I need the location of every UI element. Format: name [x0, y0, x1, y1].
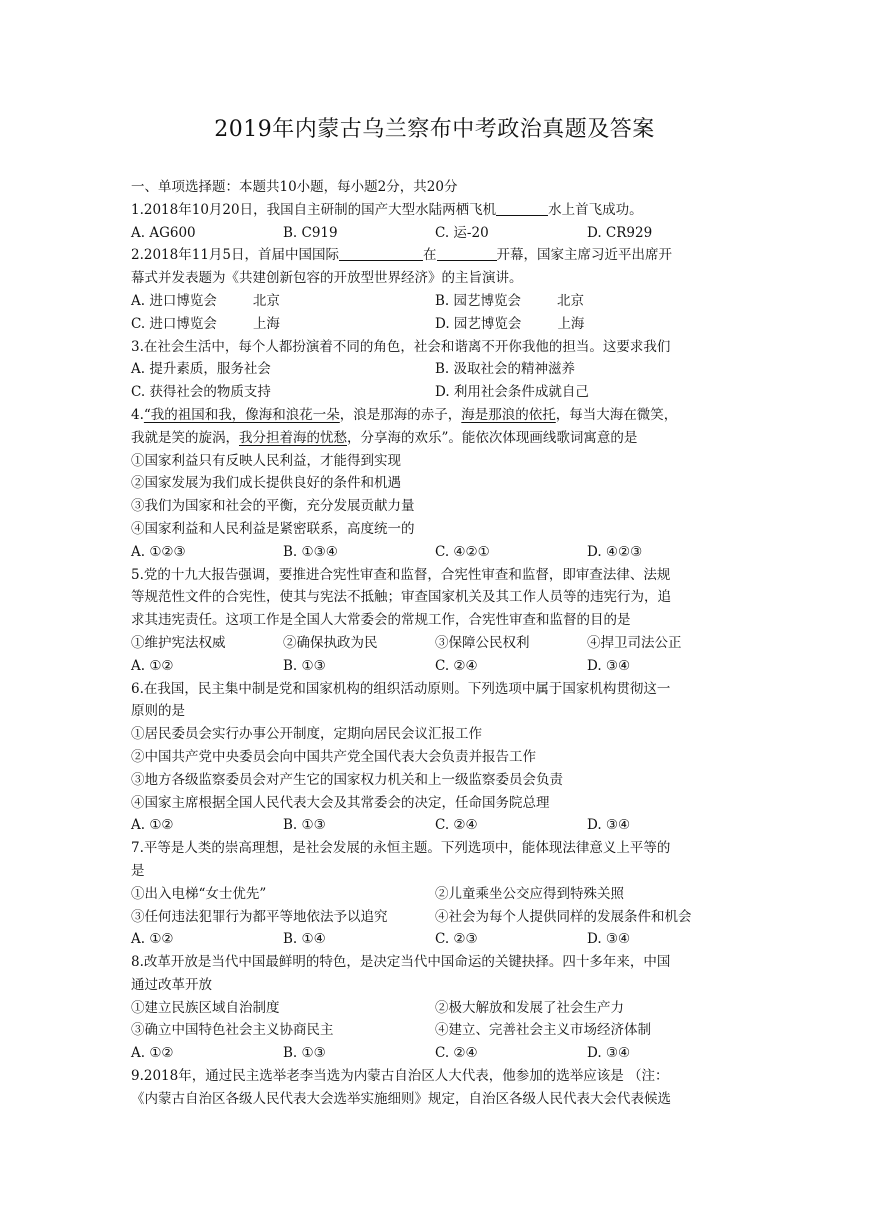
option-d	[435, 313, 739, 336]
statement-4: ④建立、完善社会主义市场经济体制	[435, 1022, 651, 1039]
question-8-options	[131, 1042, 739, 1065]
statement-1: ①维护宪法权威	[131, 634, 226, 651]
option-b: B. C919	[283, 224, 338, 241]
option-c: C. ②④	[435, 817, 478, 834]
option-b: B. ①③	[283, 657, 326, 674]
question-6-options	[131, 814, 739, 837]
question-8-statements-row1	[131, 997, 739, 1020]
question-1-text: 1.2018年10月20日，我国自主研制的国产大型水陆两栖飞机	[131, 201, 497, 218]
underlined-lyric: 我分担着海的忧愁	[239, 429, 347, 446]
question-7-statements-row1	[131, 883, 739, 906]
option-c: C. 获得社会的物质支持	[131, 384, 271, 401]
question-2-text: 2.2018年11月5日，首届中国国际	[131, 247, 340, 264]
option-a: A. ①②	[131, 657, 174, 674]
statement-1: ①国家利益只有反映人民利益，才能得到实现	[131, 452, 401, 469]
question-4-stem-cont	[131, 427, 739, 450]
question-5-options	[131, 655, 739, 678]
question-3-stem: 3.在社会生活中，每个人都扮演着不同的角色，社会和谐离不开你我他的担当。这要求我们	[131, 338, 671, 355]
option-d: D. ④②③	[587, 543, 643, 560]
option-city: 上海	[557, 315, 585, 332]
option-c: C. ②④	[435, 657, 478, 674]
question-4-text: ，每当大海在微笑，	[555, 406, 678, 423]
option-c	[131, 313, 435, 336]
option-b	[435, 290, 739, 313]
question-1-stem	[131, 199, 739, 222]
underlined-lyric: “我的祖国和我，像海和浪花一朵	[143, 406, 340, 423]
question-4-options	[131, 541, 739, 564]
question-7-options	[131, 928, 739, 951]
question-4-stem	[131, 404, 739, 427]
option-d: D. ③④	[587, 817, 631, 834]
question-4-text: ，浪是那海的赤子，	[339, 406, 462, 423]
option-label: A. 进口博览会	[131, 292, 217, 309]
option-b: B. 汲取社会的精神滋养	[435, 361, 576, 378]
option-d: D. CR929	[587, 224, 653, 241]
question-4-text: ，分享海的欢乐”。能依次体现画线歌词寓意的是	[347, 429, 638, 446]
statement-2: ②儿童乘坐公交应得到特殊关照	[435, 885, 624, 902]
option-d: D. 利用社会条件成就自己	[435, 384, 589, 401]
question-9-stem-cont: 《内蒙古自治区各级人民代表大会选举实施细则》规定，自治区各级人民代表大会代表候选	[131, 1090, 671, 1107]
question-3-options-row2	[131, 381, 739, 404]
option-a: A. ①②	[131, 1045, 174, 1062]
statement-3: ③确立中国特色社会主义协商民主	[131, 1022, 334, 1039]
question-3-options-row1	[131, 358, 739, 381]
option-b: B. ①④	[283, 931, 326, 948]
question-4-text: 4.	[131, 406, 144, 423]
option-c: C. ④②①	[435, 543, 490, 560]
question-5-stem: 5.党的十九大报告强调，要推进合宪性审查和监督，合宪性审查和监督，即审查法律、法规	[131, 566, 671, 583]
question-2-text: 在	[423, 247, 437, 264]
option-b: B. ①③④	[283, 543, 338, 560]
option-city: 北京	[557, 292, 585, 309]
statement-1: ①居民委员会实行办事公开制度，定期向居民会议汇报工作	[131, 726, 482, 743]
question-6-stem: 6.在我国，民主集中制是党和国家机构的组织活动原则。下列选项中属于国家机构贯彻这一	[131, 680, 671, 697]
option-d: D. ③④	[587, 931, 631, 948]
statement-2: ②确保执政为民	[283, 634, 378, 651]
statement-2: ②极大解放和发展了社会生产力	[435, 999, 624, 1016]
option-label: B. 园艺博览会	[435, 292, 522, 309]
question-8-stem-cont: 通过改革开放	[131, 976, 212, 993]
question-2-text: 开幕，国家主席习近平出席开	[496, 247, 673, 264]
option-a: A. ①②	[131, 931, 174, 948]
question-4-text: 我就是笑的旋涡，	[131, 429, 239, 446]
statement-2: ②中国共产党中央委员会向中国共产党全国代表大会负责并报告工作	[131, 748, 536, 765]
question-9-stem: 9.2018年，通过民主选举老李当选为内蒙古自治区人大代表，他参加的选举应该是 （注：	[131, 1068, 669, 1085]
option-a: A. AG600	[131, 224, 196, 241]
question-1-text-end: 水上首飞成功。	[548, 201, 643, 218]
question-2-options-row2	[131, 313, 739, 336]
option-d: D. ③④	[587, 657, 631, 674]
question-7-statements-row2	[131, 906, 739, 929]
question-8-stem: 8.改革开放是当代中国最鲜明的特色，是决定当代中国命运的关键抉择。四十多年来，中国	[131, 954, 671, 971]
answer-blank	[339, 246, 423, 261]
option-b: B. ①③	[283, 1045, 326, 1062]
option-c: C. 运-20	[435, 224, 489, 241]
question-2-stem	[131, 244, 739, 267]
statement-3: ③保障公民权利	[435, 634, 530, 651]
option-a: A. ①②	[131, 817, 174, 834]
statement-1: ①建立民族区域自治制度	[131, 999, 280, 1016]
question-5-statements	[131, 632, 739, 655]
statement-3: ③任何违法犯罪行为都平等地依法予以追究	[131, 908, 388, 925]
option-d: D. ③④	[587, 1045, 631, 1062]
section-heading: 一、单项选择题：本题共10小题，每小题2分，共20分	[131, 179, 458, 195]
question-7-stem: 7.平等是人类的崇高理想，是社会发展的永恒主题。下列选项中，能体现法律意义上平等的	[131, 840, 671, 857]
underlined-lyric: 海是那浪的依托	[461, 406, 556, 423]
statement-4: ④捍卫司法公正	[587, 634, 682, 651]
statement-4: ④社会为每个人提供同样的发展条件和机会	[435, 908, 692, 925]
option-city: 上海	[252, 315, 280, 332]
statement-4: ④国家主席根据全国人民代表大会及其常委会的决定，任命国务院总理	[131, 794, 550, 811]
question-2-options-row1	[131, 290, 739, 313]
document-title: 2019年内蒙古乌兰察布中考政治真题及答案	[214, 117, 655, 142]
option-a	[131, 290, 435, 313]
question-5-stem-cont: 等规范性文件的合宪性，使其与宪法不抵触；审查国家机关及其工作人员等的违宪行为，追	[131, 589, 671, 606]
option-label: D. 园艺博览会	[435, 315, 522, 332]
option-label: C. 进口博览会	[131, 315, 217, 332]
question-2-stem-cont: 幕式并发表题为《共建创新包容的开放型世界经济》的主旨演讲。	[131, 270, 523, 287]
question-7-stem-cont: 是	[131, 862, 145, 879]
statement-4: ④国家利益和人民利益是紧密联系，高度统一的	[131, 520, 415, 537]
question-5-stem-cont: 求其违宪责任。这项工作是全国人大常委会的常规工作，合宪性审查和监督的目的是	[131, 612, 631, 629]
answer-blank	[496, 201, 548, 216]
statement-1: ①出入电梯“女士优先”	[131, 885, 267, 902]
statement-3: ③我们为国家和社会的平衡，充分发展贡献力量	[131, 498, 415, 515]
option-city: 北京	[252, 292, 280, 309]
question-8-statements-row2	[131, 1019, 739, 1042]
option-c: C. ②③	[435, 931, 478, 948]
statement-3: ③地方各级监察委员会对产生它的国家权力机关和上一级监察委员会负责	[131, 771, 563, 788]
answer-blank	[437, 246, 497, 261]
option-c: C. ②④	[435, 1045, 478, 1062]
option-a: A. ①②③	[131, 543, 186, 560]
statement-2: ②国家发展为我们成长提供良好的条件和机遇	[131, 475, 401, 492]
option-b: B. ①③	[283, 817, 326, 834]
question-6-stem-cont: 原则的是	[131, 703, 185, 720]
question-1-options	[131, 222, 739, 245]
document-body	[131, 176, 739, 1111]
option-a: A. 提升素质，服务社会	[131, 361, 271, 378]
